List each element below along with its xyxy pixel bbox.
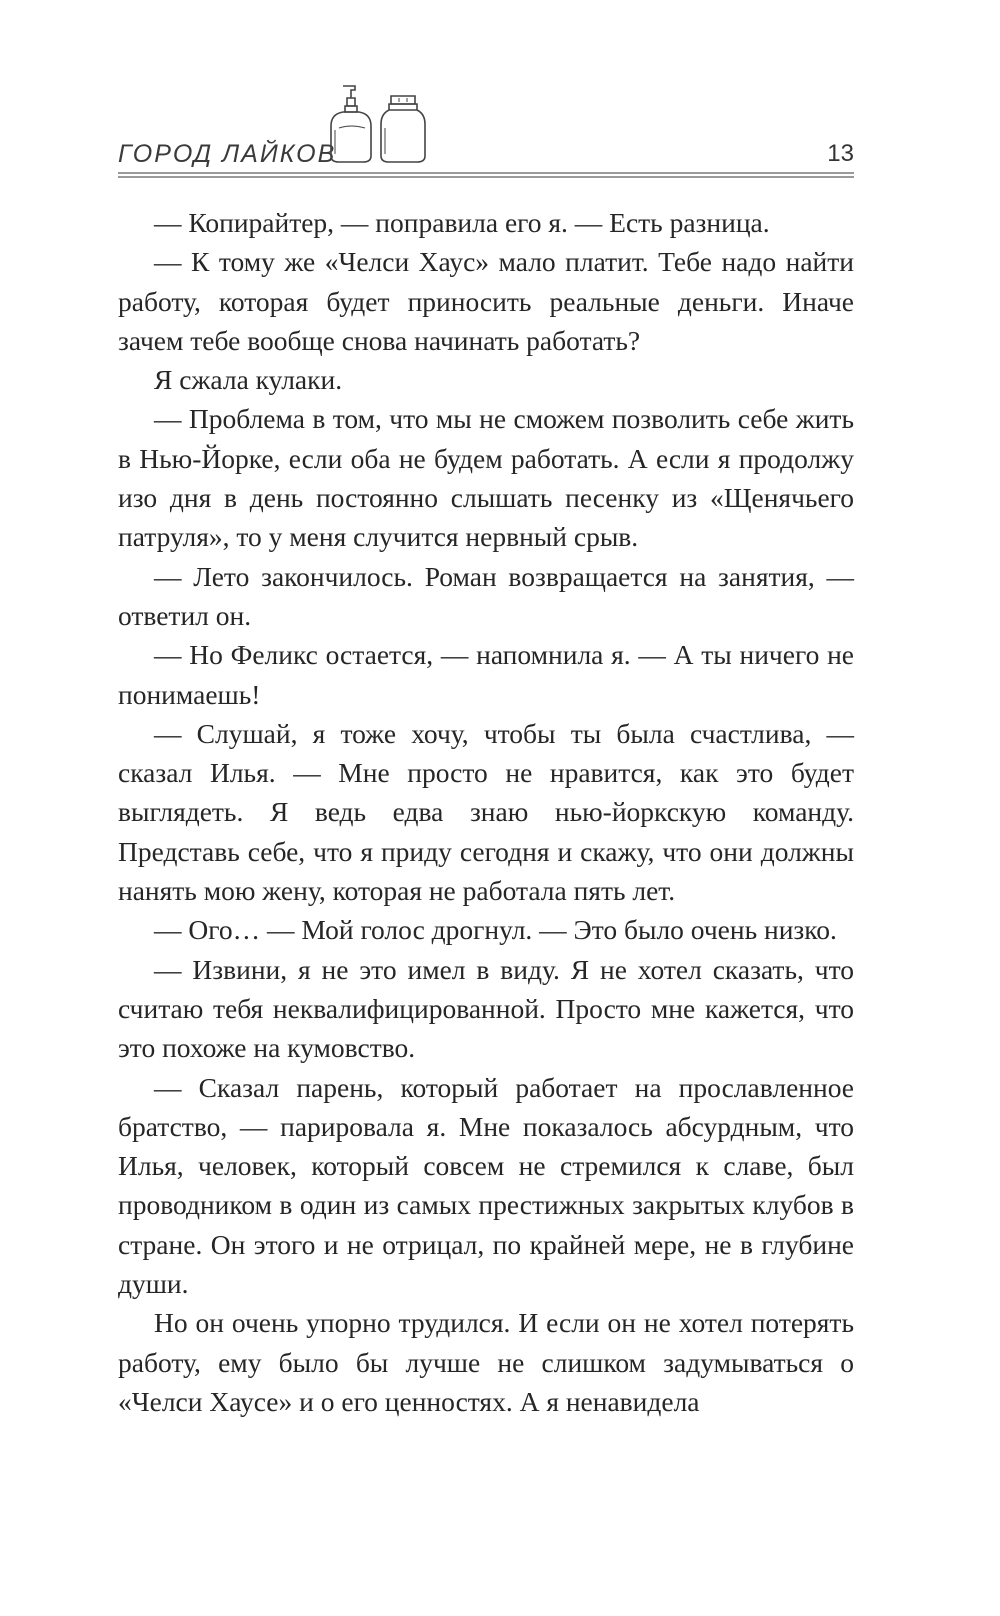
- paragraph: — Сказал парень, который работает на прославленное братство, — парировала я. Мне показалось абсурдным, что Илья, человек, который совсем не стремился к славе, был проводником в один из самых престижных закрытых клубов в стране. Он этого и не отрицал, по крайней мере, не в глубине души.: [118, 1071, 854, 1300]
- paragraph: — Проблема в том, что мы не сможем позволить себе жить в Нью-Йорке, если оба не будем работать. А если я продолжу изо дня в день постоянно слышать песенку из «Щенячьего патруля», то у меня случится нервный срыв.: [118, 403, 854, 553]
- body-text: [118, 203, 854, 1421]
- paragraph: — Слушай, я тоже хочу, чтобы ты была счастлива, — сказал Илья. — Мне просто не нравится, как это будет выглядеть. Я ведь едва знаю нью-йоркскую команду. Представь себе, что я приду сегодня и скажу, что они должны нанять мою жену, которая не работала пять лет.: [118, 717, 854, 907]
- header-rule: [118, 172, 854, 178]
- soap-dispenser-and-jar-icon: [321, 82, 431, 164]
- paragraph: Я сжала кулаки.: [154, 364, 343, 396]
- paragraph: — К тому же «Челси Хаус» мало платит. Тебе надо найти работу, которая будет приносить реальные деньги. Иначе зачем тебе вообще снова начинать работать?: [118, 246, 854, 356]
- paragraph: Но он очень упорно трудился. И если он не хотел потерять работу, ему было бы лучше не слишком задумываться о «Челси Хаусе» и о его ценностях. А я ненавидела: [118, 1307, 854, 1417]
- paragraph: — Копирайтер, — поправила его я. — Есть разница.: [154, 207, 770, 238]
- paragraph: — Ого… — Мой голос дрогнул. — Это было очень низко.: [154, 914, 837, 946]
- running-title: ГОРОД ЛАЙКОВ: [118, 140, 337, 168]
- paragraph: — Лето закончилось. Роман возвращается на занятия, — ответил он.: [118, 560, 854, 631]
- paragraph: — Извини, я не это имел в виду. Я не хотел сказать, что считаю тебя неквалифицированной. Просто мне кажется, что это похоже на кумовство.: [118, 953, 854, 1064]
- page-number: 13: [827, 140, 854, 167]
- paragraph: — Но Феликс остается, — напомнила я. — А ты ничего не понимаешь!: [118, 639, 854, 710]
- page-header: [118, 82, 854, 182]
